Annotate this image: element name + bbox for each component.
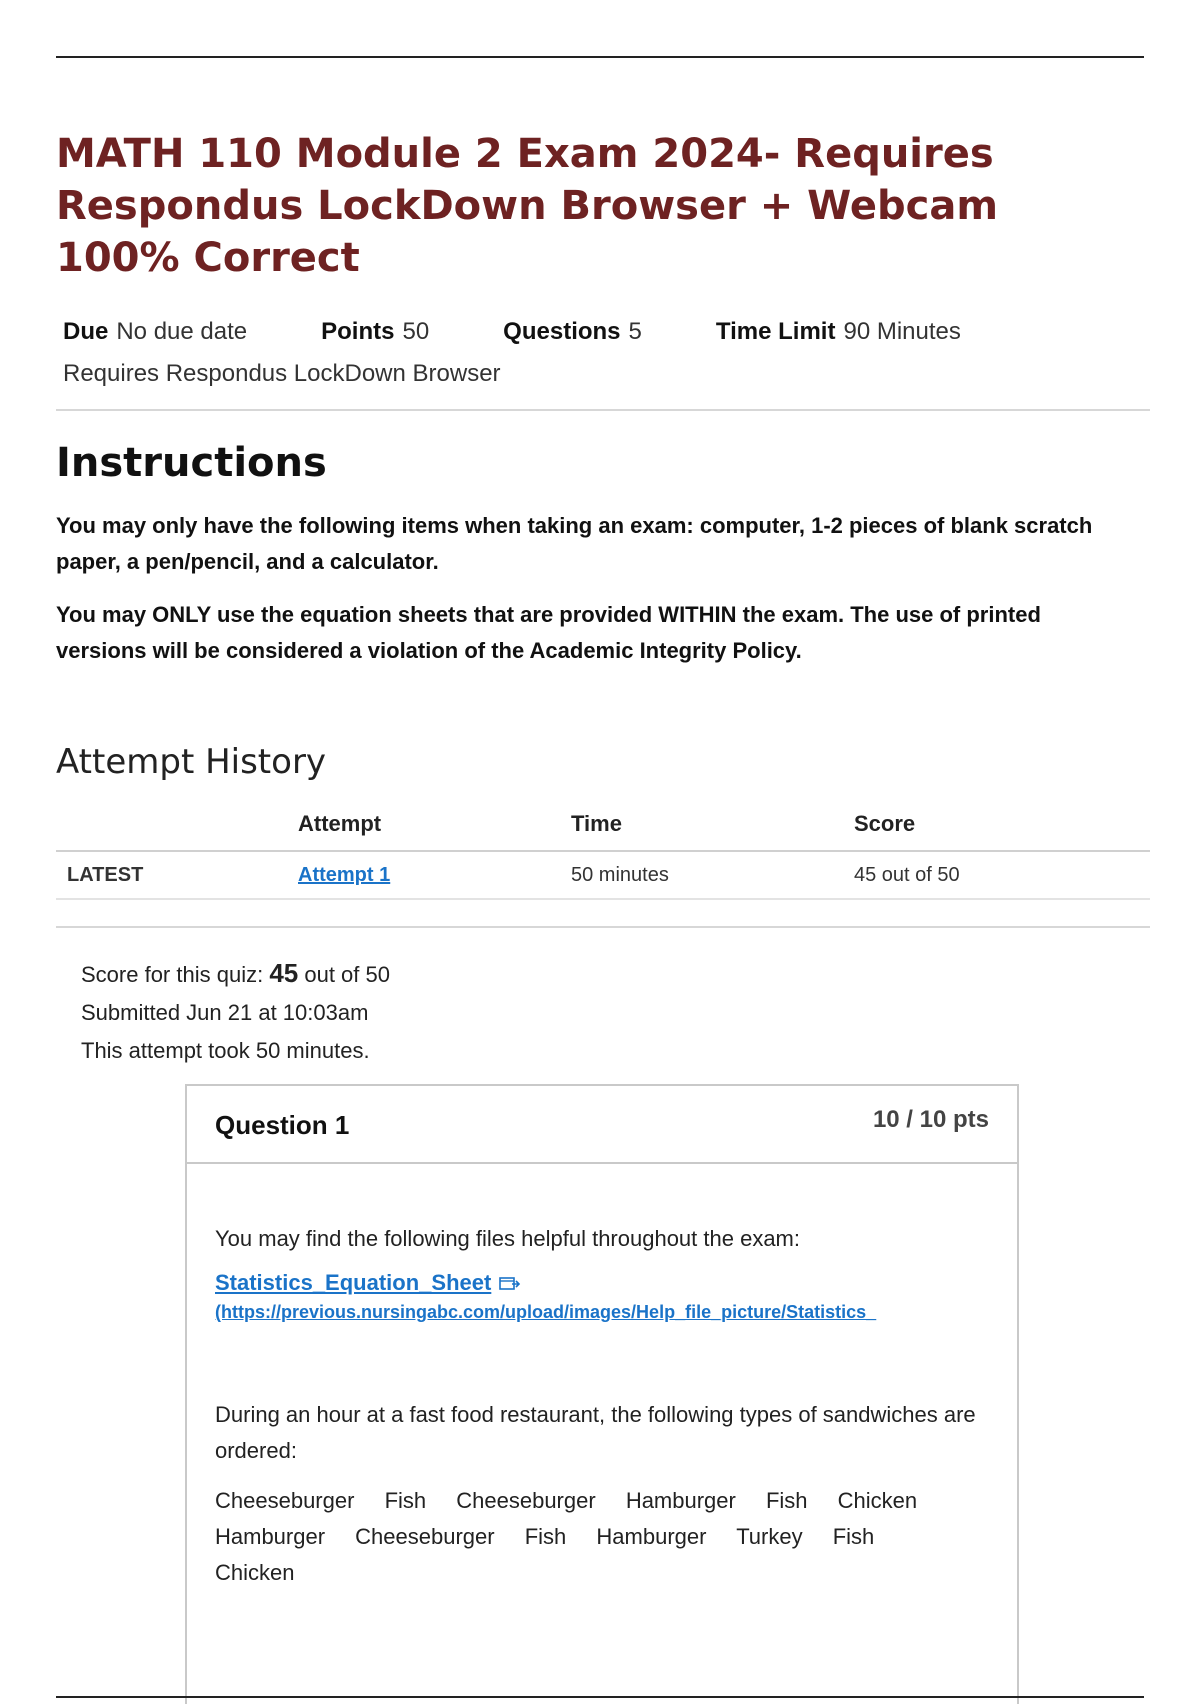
divider: [56, 926, 1150, 928]
quiz-meta: [63, 318, 1123, 388]
latest-tag: LATEST: [56, 851, 298, 899]
list-item: Fish: [524, 1524, 567, 1549]
question-card: [185, 1084, 1019, 1704]
column-header: Score: [854, 804, 1150, 851]
column-header: [56, 804, 298, 851]
instructions-paragraph: You may ONLY use the equation sheets that are provided WITHIN the exam. The use of printed versions will be considered a violation of the Academic Integrity Policy.: [56, 602, 1041, 663]
bottom-rule: [56, 1696, 1144, 1698]
list-item: Fish: [384, 1488, 427, 1513]
column-header: Time: [571, 804, 854, 851]
meta-due: Due No due date: [63, 318, 248, 345]
list-item: Fish: [832, 1524, 875, 1549]
meta-points: Points 50: [321, 318, 430, 345]
list-item: Cheeseburger: [215, 1488, 355, 1513]
attempt-history-table: [56, 804, 1150, 900]
question-prompt: During an hour at a fast food restaurant, the following types of sandwiches are ordered:: [215, 1402, 976, 1463]
table-row: [56, 851, 1150, 899]
page-title: MATH 110 Module 2 Exam 2024- Requires Respondus LockDown Browser + Webcam 100% Correct: [56, 131, 999, 281]
attempt-time: 50 minutes: [571, 851, 854, 899]
meta-time-limit: Time Limit 90 Minutes: [715, 318, 961, 345]
score-line: Score for this quiz: 45 out of 50: [81, 958, 390, 988]
instructions-paragraph: You may only have the following items when taking an exam: computer, 1-2 pieces of blank scratch paper, a pen/pencil, and a calculator.: [56, 513, 1093, 574]
list-item: Hamburger: [625, 1488, 736, 1513]
list-item: Chicken: [215, 1560, 295, 1585]
list-item: Hamburger: [215, 1524, 326, 1549]
list-item: Cheeseburger: [456, 1488, 596, 1513]
equation-sheet-link[interactable]: [215, 1270, 989, 1296]
question-title: Question 1: [215, 1110, 350, 1140]
meta-questions: Questions 5: [503, 318, 642, 345]
score-value: 45: [269, 958, 299, 988]
question-header: [187, 1086, 1017, 1164]
lockdown-note: Requires Respondus LockDown Browser: [63, 360, 501, 387]
top-rule: [56, 56, 1144, 58]
list-item: Cheeseburger: [355, 1524, 495, 1549]
question-body: [187, 1226, 1017, 1591]
attempt-link[interactable]: Attempt 1: [298, 863, 391, 886]
duration-line: This attempt took 50 minutes.: [81, 1038, 370, 1063]
equation-sheet-url[interactable]: (https://previous.nursingabc.com/upload/images/Help_file_picture/Statistics_: [215, 1302, 877, 1322]
table-header-row: [56, 804, 1150, 851]
sandwich-list: [215, 1483, 989, 1591]
quiz-summary: [81, 954, 390, 1070]
list-item: Chicken: [837, 1488, 918, 1513]
question-points: 10 / 10 pts: [872, 1106, 989, 1133]
equation-sheet-link-label[interactable]: Statistics_Equation_Sheet: [215, 1270, 492, 1295]
external-file-icon: [499, 1275, 521, 1291]
list-item: Turkey: [736, 1524, 803, 1549]
divider: [56, 409, 1150, 411]
instructions-heading: Instructions: [56, 440, 327, 486]
attempt-score: 45 out of 50: [854, 851, 1150, 899]
attempt-history-heading: Attempt History: [56, 742, 327, 782]
column-header: Attempt: [298, 804, 571, 851]
list-item: Hamburger: [596, 1524, 707, 1549]
question-intro: You may find the following files helpful throughout the exam:: [215, 1226, 800, 1251]
submitted-line: Submitted Jun 21 at 10:03am: [81, 1000, 369, 1025]
list-item: Fish: [765, 1488, 808, 1513]
